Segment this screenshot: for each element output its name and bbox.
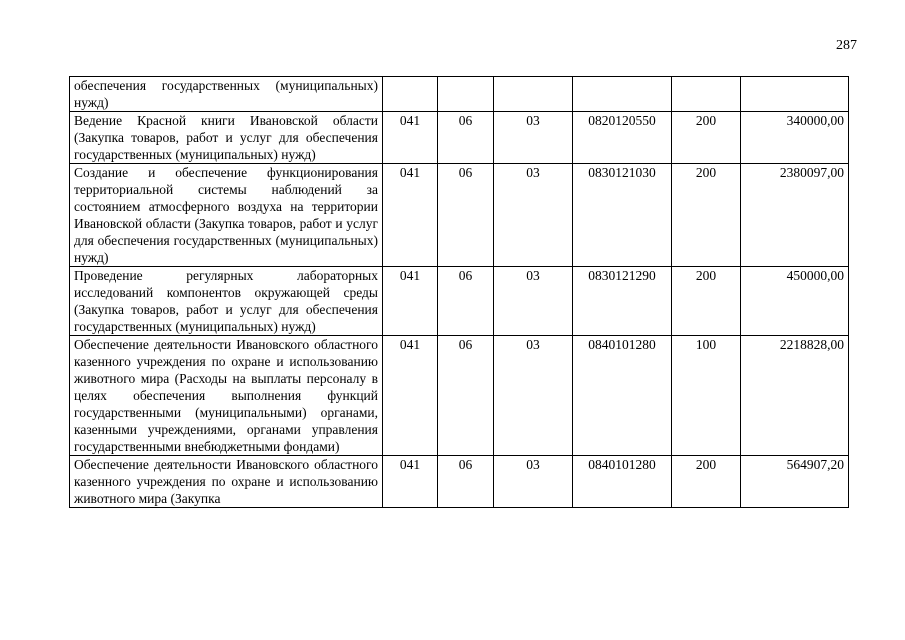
table-row [70,267,849,336]
row-description: Проведение регулярных лабораторных исследований компонентов окружающей среды (Закупка товаров, работ и услуг для обеспечения государственных (муниципальных) нужд) [70,267,383,336]
row-description: Обеспечение деятельности Ивановского областного казенного учреждения по охране и использованию животного мира (Закупка [70,456,383,508]
row-description: обеспечения государственных (муниципальных) нужд) [70,77,383,112]
section-code [438,77,494,112]
table-row [70,336,849,456]
row-description: Ведение Красной книги Ивановской области (Закупка товаров, работ и услуг для обеспечения государственных (муниципальных) нужд) [70,112,383,164]
expense-type-code: 200 [672,112,741,164]
admin-code: 041 [383,267,438,336]
section-code: 06 [438,267,494,336]
target-article-code: 0830121030 [573,164,672,267]
admin-code: 041 [383,164,438,267]
table-row [70,112,849,164]
target-article-code: 0830121290 [573,267,672,336]
table-row [70,164,849,267]
expense-type-code: 100 [672,336,741,456]
subsection-code: 03 [494,336,573,456]
admin-code: 041 [383,336,438,456]
target-article-code [573,77,672,112]
admin-code: 041 [383,112,438,164]
budget-table [69,76,849,508]
section-code: 06 [438,456,494,508]
subsection-code: 03 [494,267,573,336]
subsection-code: 03 [494,164,573,267]
subsection-code: 03 [494,456,573,508]
page-number: 287 [836,38,857,53]
subsection-code: 03 [494,112,573,164]
amount: 2380097,00 [741,164,849,267]
row-description: Создание и обеспечение функционирования территориальной системы наблюдений за состоянием атмосферного воздуха на территории Ивановской области (Закупка товаров, работ и услуг для обеспечения государственных (муниципальных) нужд) [70,164,383,267]
section-code: 06 [438,336,494,456]
amount: 450000,00 [741,267,849,336]
table-row [70,456,849,508]
amount: 340000,00 [741,112,849,164]
target-article-code: 0840101280 [573,336,672,456]
amount: 2218828,00 [741,336,849,456]
expense-type-code [672,77,741,112]
table-row [70,77,849,112]
subsection-code [494,77,573,112]
expense-type-code: 200 [672,456,741,508]
amount: 564907,20 [741,456,849,508]
section-code: 06 [438,164,494,267]
target-article-code: 0840101280 [573,456,672,508]
amount [741,77,849,112]
expense-type-code: 200 [672,164,741,267]
row-description: Обеспечение деятельности Ивановского областного казенного учреждения по охране и использованию животного мира (Расходы на выплаты персоналу в целях обеспечения выполнения функций государственными (муниципальными) органами, казенными учреждениями, органами управления государственными внебюджетными фондами) [70,336,383,456]
target-article-code: 0820120550 [573,112,672,164]
admin-code [383,77,438,112]
section-code: 06 [438,112,494,164]
admin-code: 041 [383,456,438,508]
expense-type-code: 200 [672,267,741,336]
